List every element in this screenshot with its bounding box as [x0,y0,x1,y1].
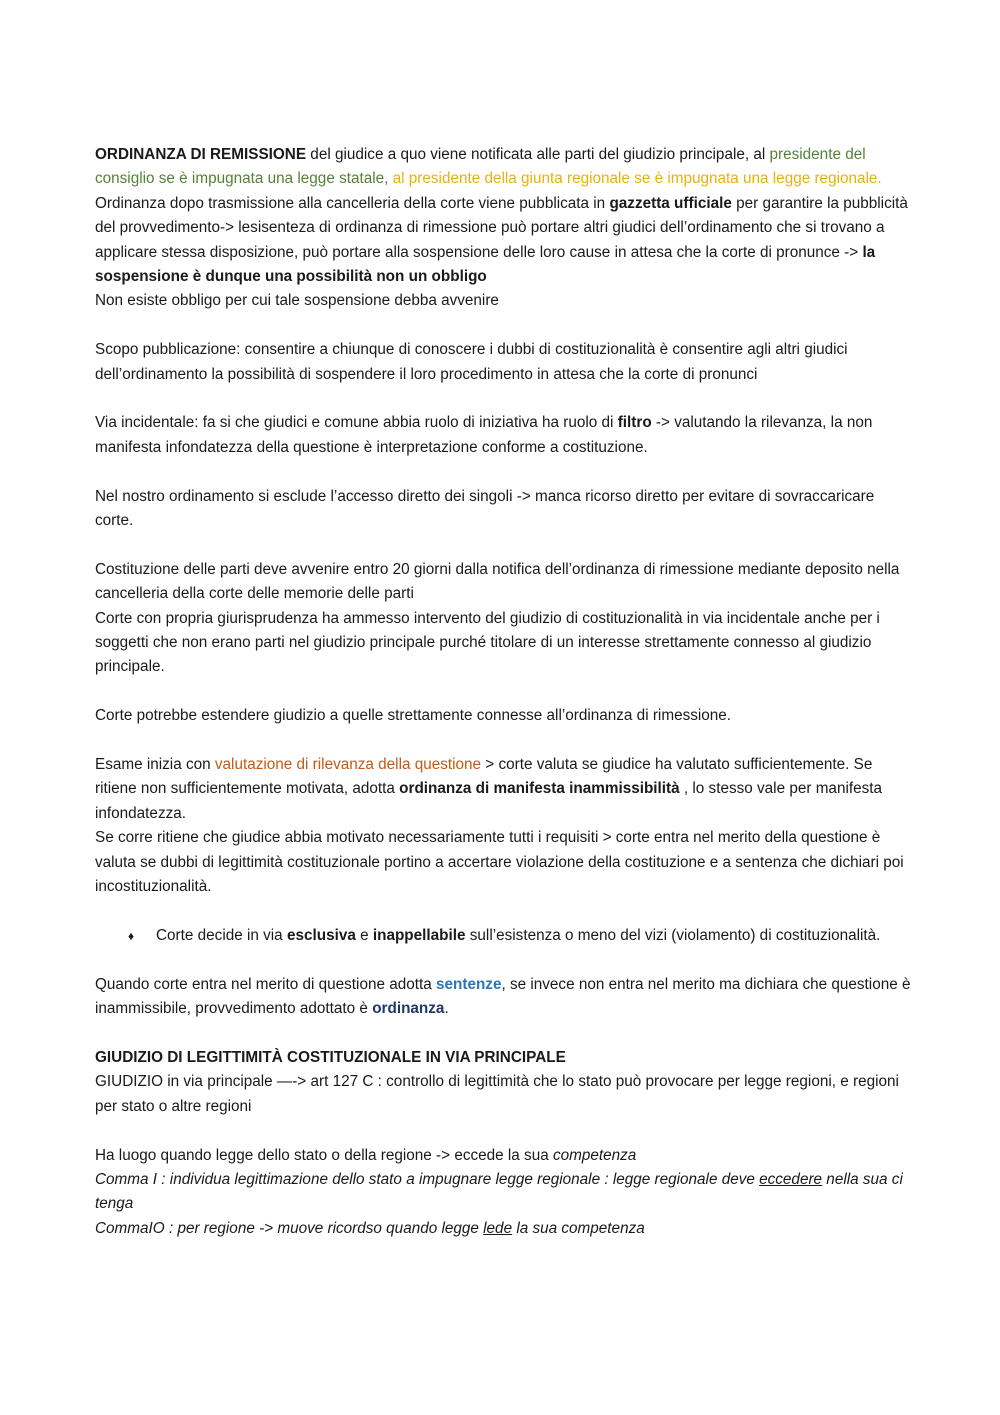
paragraph-estensione: Corte potrebbe estendere giudizio a quelle strettamente connesse all’ordinanza di rimessione. [95,707,732,725]
paragraph-via-incidentale [95,411,915,460]
underlined-term: eccedere [759,1170,823,1188]
paragraph-ordinanza-remissione [95,143,915,192]
spacer [95,1022,915,1046]
yellow-highlight-text: al presidente della giunta regionale se è impugnata una legge regionale. [388,170,882,188]
bold-term: ordinanza di manifesta inammissibilità [399,780,680,798]
spacer [95,1119,915,1143]
orange-highlight-text: valutazione di rilevanza della questione [214,756,482,774]
diamond-bullet-icon: ♦ [128,928,135,943]
text-run: Quando corte entra nel merito di questione adotta [95,975,436,993]
navy-term: ordinanza [372,1000,445,1018]
paragraph-accesso-diretto: Nel nostro ordinamento si esclude l’accesso diretto dei singoli -> manca ricorso diretto per evitare di sovraccaricare corte. [95,487,875,530]
paragraph-costituzione-parti: Costituzione delle parti deve avvenire entro 20 giorni dalla notifica dell’ordinanza di rimessione mediante deposito nella cancelleria della corte delle memorie delle parti [95,560,900,603]
italic-term: competenza [552,1146,637,1164]
paragraph-esame [95,753,915,826]
paragraph-via-principale: GIUDIZIO in via principale —-> art 127 C : controllo di legittimità che lo stato può provocare per legge regioni, e regioni per stato o altre regioni [95,1073,899,1115]
spacer [95,460,915,484]
spacer [95,729,915,753]
text-run: per garantire la pubblicità del provvedimento-> lesisenteza di ordinanza di rimessione può portare altri giudici dell’ordinamento che si trovano a applicare stessa disposizione, può portare alla sospensione delle loro cause in attesa che la corte di pronunce -> [95,194,908,261]
bold-term: esclusiva [286,926,356,944]
spacer [95,900,915,924]
heading-text: GIUDIZIO DI LEGITTIMITÀ COSTITUZIONALE IN VIA PRINCIPALE [95,1048,566,1066]
spacer [95,314,915,338]
bold-term: gazzetta ufficiale [609,194,732,212]
bold-term: la sospensione è dunque una possibilità non un obbligo [95,243,876,286]
text-run: , lo stesso vale per manifesta infondatezza. [95,780,883,822]
blue-term: sentenze [436,975,502,993]
text-run: Esame inizia con [95,756,215,774]
paragraph-comma-io [95,1217,915,1241]
text-run: Corte decide in via [156,926,287,944]
bold-term: ORDINANZA DI REMISSIONE [95,146,307,163]
section-heading [95,1046,915,1070]
paragraph-merito: Se corre ritiene che giudice abbia motivato necessariamente tutti i requisiti > corte entra nel merito della questione è valuta se dubbi di legittimità costituzionale portino a accertare violazione della costituzione e a sentenza che dichiari poi incostituzionalità. [95,829,904,896]
spacer [95,387,915,411]
bold-term: inappellabile [372,926,466,944]
paragraph-pubblicazione [95,192,915,290]
spacer [95,680,915,704]
text-run: sull’esistenza o meno del vizi (violamento) di costituzionalità. [465,926,881,944]
paragraph-sentenze-ordinanza [95,973,915,1022]
underlined-term: lede [483,1219,513,1237]
text-run: e [355,926,373,944]
bold-term: filtro [617,414,652,432]
italic-run [95,1220,645,1237]
text-run: CommaIO : per regione -> muove ricordso quando legge [95,1219,484,1237]
green-highlight-text: presidente del consiglio se è impugnata una legge statale, [95,146,866,188]
paragraph-comma-i [95,1168,915,1217]
paragraph-competenza [95,1144,915,1168]
text-run: la sua competenza [512,1219,645,1237]
text-run: nella sua ci tenga [95,1170,903,1213]
paragraph-scopo: Scopo pubblicazione: consentire a chiunque di conoscere i dubbi di costituzionalità è consentire agli altri giudici dell’ordinamento la possibilità di sospendere il loro procedimento in attesa che la corte di pronunci [95,341,848,383]
bullet-item [128,924,915,948]
text-run: . [444,1000,449,1018]
text-run: Via incidentale: fa si che giudici e comune abbia ruolo di iniziativa ha ruolo di [95,414,618,432]
text-run: , se invece non entra nel merito ma dichiara che questione è inammissibile, provvedimento adottato è [95,975,911,1018]
spacer [95,533,915,557]
text-run: del giudice a quo viene notificata alle parti del giudizio principale, al [306,146,770,163]
text-run: Ordinanza dopo trasmissione alla cancelleria della corte viene pubblicata in [95,194,610,212]
paragraph-intervento: Corte con propria giurisprudenza ha ammesso intervento del giudizio di costituzionalità in via incidentale anche per i soggetti che non erano parti nel giudizio principale purché titolare di un interesse strettamente connesso al giudizio principale. [95,609,880,676]
text-run: Ha luogo quando legge dello stato o della regione -> eccede la sua [95,1146,553,1164]
italic-run [95,1171,903,1212]
text-run: > corte valuta se giudice ha valutato sufficientemente. Se ritiene non sufficientemente motivata, adotta [95,756,873,798]
text-run: Comma I : individua legittimazione dello stato a impugnare legge regionale : legge regionale deve [95,1170,760,1188]
paragraph-obbligo: Non esiste obbligo per cui tale sospensione debba avvenire [95,292,499,310]
bullet-text [156,924,915,948]
document-page [95,143,915,1241]
text-run: -> valutando la rilevanza, la non manifesta infondatezza della questione è interpretazione conforme a costituzione. [95,414,873,456]
spacer [95,948,915,972]
